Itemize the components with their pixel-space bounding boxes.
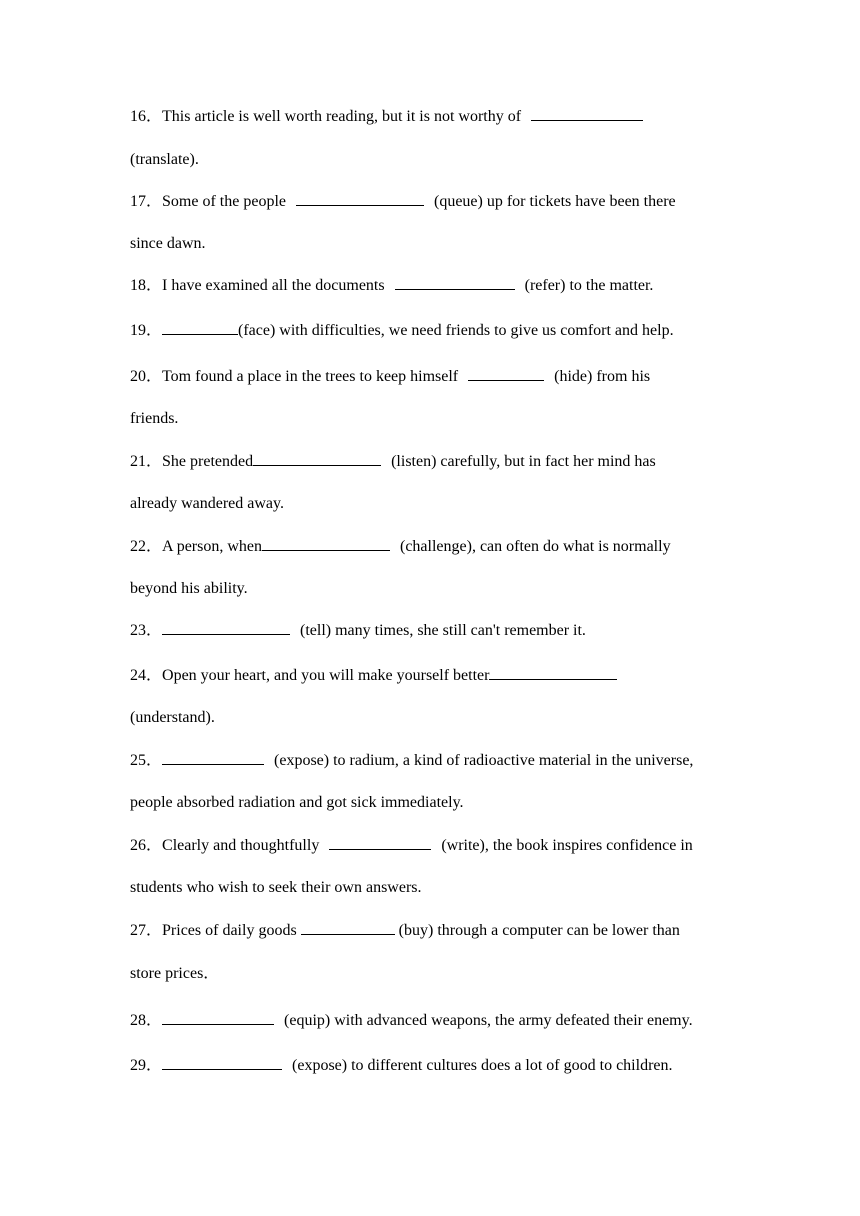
question-number: 26． — [130, 837, 163, 854]
question-text: Open your heart, and you will make yourself better — [162, 667, 490, 684]
question-text: beyond his ability. — [130, 580, 248, 597]
question-text: (understand). — [130, 709, 215, 726]
answer-blank[interactable] — [329, 835, 431, 850]
question-number: 17． — [130, 193, 163, 210]
question-24-continuation — [130, 708, 215, 728]
question-text: (equip) with advanced weapons, the army defeated their enemy. — [280, 1012, 693, 1029]
question-16 — [130, 106, 643, 127]
question-text: Prices of daily goods — [162, 922, 301, 939]
question-number: 16． — [130, 108, 163, 125]
question-26-continuation — [130, 878, 422, 898]
question-17-continuation — [130, 234, 206, 254]
question-24 — [130, 665, 617, 686]
answer-blank[interactable] — [162, 1010, 274, 1025]
question-18 — [130, 275, 653, 296]
question-text: people absorbed radiation and got sick immediately. — [130, 794, 464, 811]
question-19 — [130, 320, 674, 341]
question-text: I have examined all the documents — [162, 277, 389, 294]
question-text: Some of the people — [162, 193, 290, 210]
question-text: (listen) carefully, but in fact her mind has — [387, 453, 656, 470]
question-text: (write), the book inspires confidence in — [437, 837, 693, 854]
question-text: already wandered away. — [130, 495, 284, 512]
question-text: (translate). — [130, 151, 199, 168]
question-27-continuation — [130, 964, 219, 984]
question-22 — [130, 536, 671, 557]
answer-blank[interactable] — [262, 536, 390, 551]
answer-blank[interactable] — [531, 106, 643, 121]
answer-blank[interactable] — [301, 920, 395, 935]
question-text: friends. — [130, 410, 179, 427]
question-27 — [130, 920, 680, 941]
question-29 — [130, 1055, 673, 1076]
answer-blank[interactable] — [468, 366, 544, 381]
question-text: (hide) from his — [550, 368, 651, 385]
answer-blank[interactable] — [162, 1055, 282, 1070]
question-text: (challenge), can often do what is normally — [396, 538, 671, 555]
question-text: students who wish to seek their own answers. — [130, 879, 422, 896]
question-number: 19． — [130, 322, 163, 339]
question-number: 27． — [130, 922, 163, 939]
answer-blank[interactable] — [253, 451, 381, 466]
question-number: 28． — [130, 1012, 163, 1029]
question-number: 25． — [130, 752, 163, 769]
question-28 — [130, 1010, 693, 1031]
question-21 — [130, 451, 656, 472]
answer-blank[interactable] — [489, 665, 617, 680]
question-text: store prices． — [130, 965, 220, 982]
question-26 — [130, 835, 693, 856]
question-text: since dawn. — [130, 235, 206, 252]
question-number: 20． — [130, 368, 163, 385]
answer-blank[interactable] — [162, 620, 290, 635]
answer-blank[interactable] — [162, 320, 238, 335]
question-text: (tell) many times, she still can't remember it. — [296, 622, 586, 639]
question-number: 24． — [130, 667, 163, 684]
question-number: 18． — [130, 277, 163, 294]
question-text: (refer) to the matter. — [520, 277, 654, 294]
question-text: (buy) through a computer can be lower than — [394, 922, 680, 939]
question-20-continuation — [130, 409, 178, 429]
question-text: She pretended — [162, 453, 254, 470]
question-22-continuation — [130, 579, 248, 599]
question-text: (face) with difficulties, we need friends to give us comfort and help. — [238, 322, 674, 339]
answer-blank[interactable] — [162, 750, 264, 765]
question-number: 29． — [130, 1057, 163, 1074]
question-text: This article is well worth reading, but it is not worthy of — [162, 108, 526, 125]
question-text: Clearly and thoughtfully — [162, 837, 324, 854]
question-text: (expose) to different cultures does a lot of good to children. — [288, 1057, 673, 1074]
question-number: 23． — [130, 622, 163, 639]
question-number: 22． — [130, 538, 163, 555]
question-17 — [130, 191, 676, 212]
question-25-continuation — [130, 793, 464, 813]
question-text: A person, when — [162, 538, 262, 555]
question-21-continuation — [130, 494, 284, 514]
question-text: Tom found a place in the trees to keep himself — [162, 368, 463, 385]
question-25 — [130, 750, 693, 771]
question-text: (expose) to radium, a kind of radioactive material in the universe, — [270, 752, 694, 769]
question-23 — [130, 620, 586, 641]
answer-blank[interactable] — [296, 191, 424, 206]
question-text: (queue) up for tickets have been there — [429, 193, 676, 210]
question-number: 21． — [130, 453, 163, 470]
question-16-continuation — [130, 150, 199, 170]
answer-blank[interactable] — [395, 275, 515, 290]
question-20 — [130, 366, 650, 387]
